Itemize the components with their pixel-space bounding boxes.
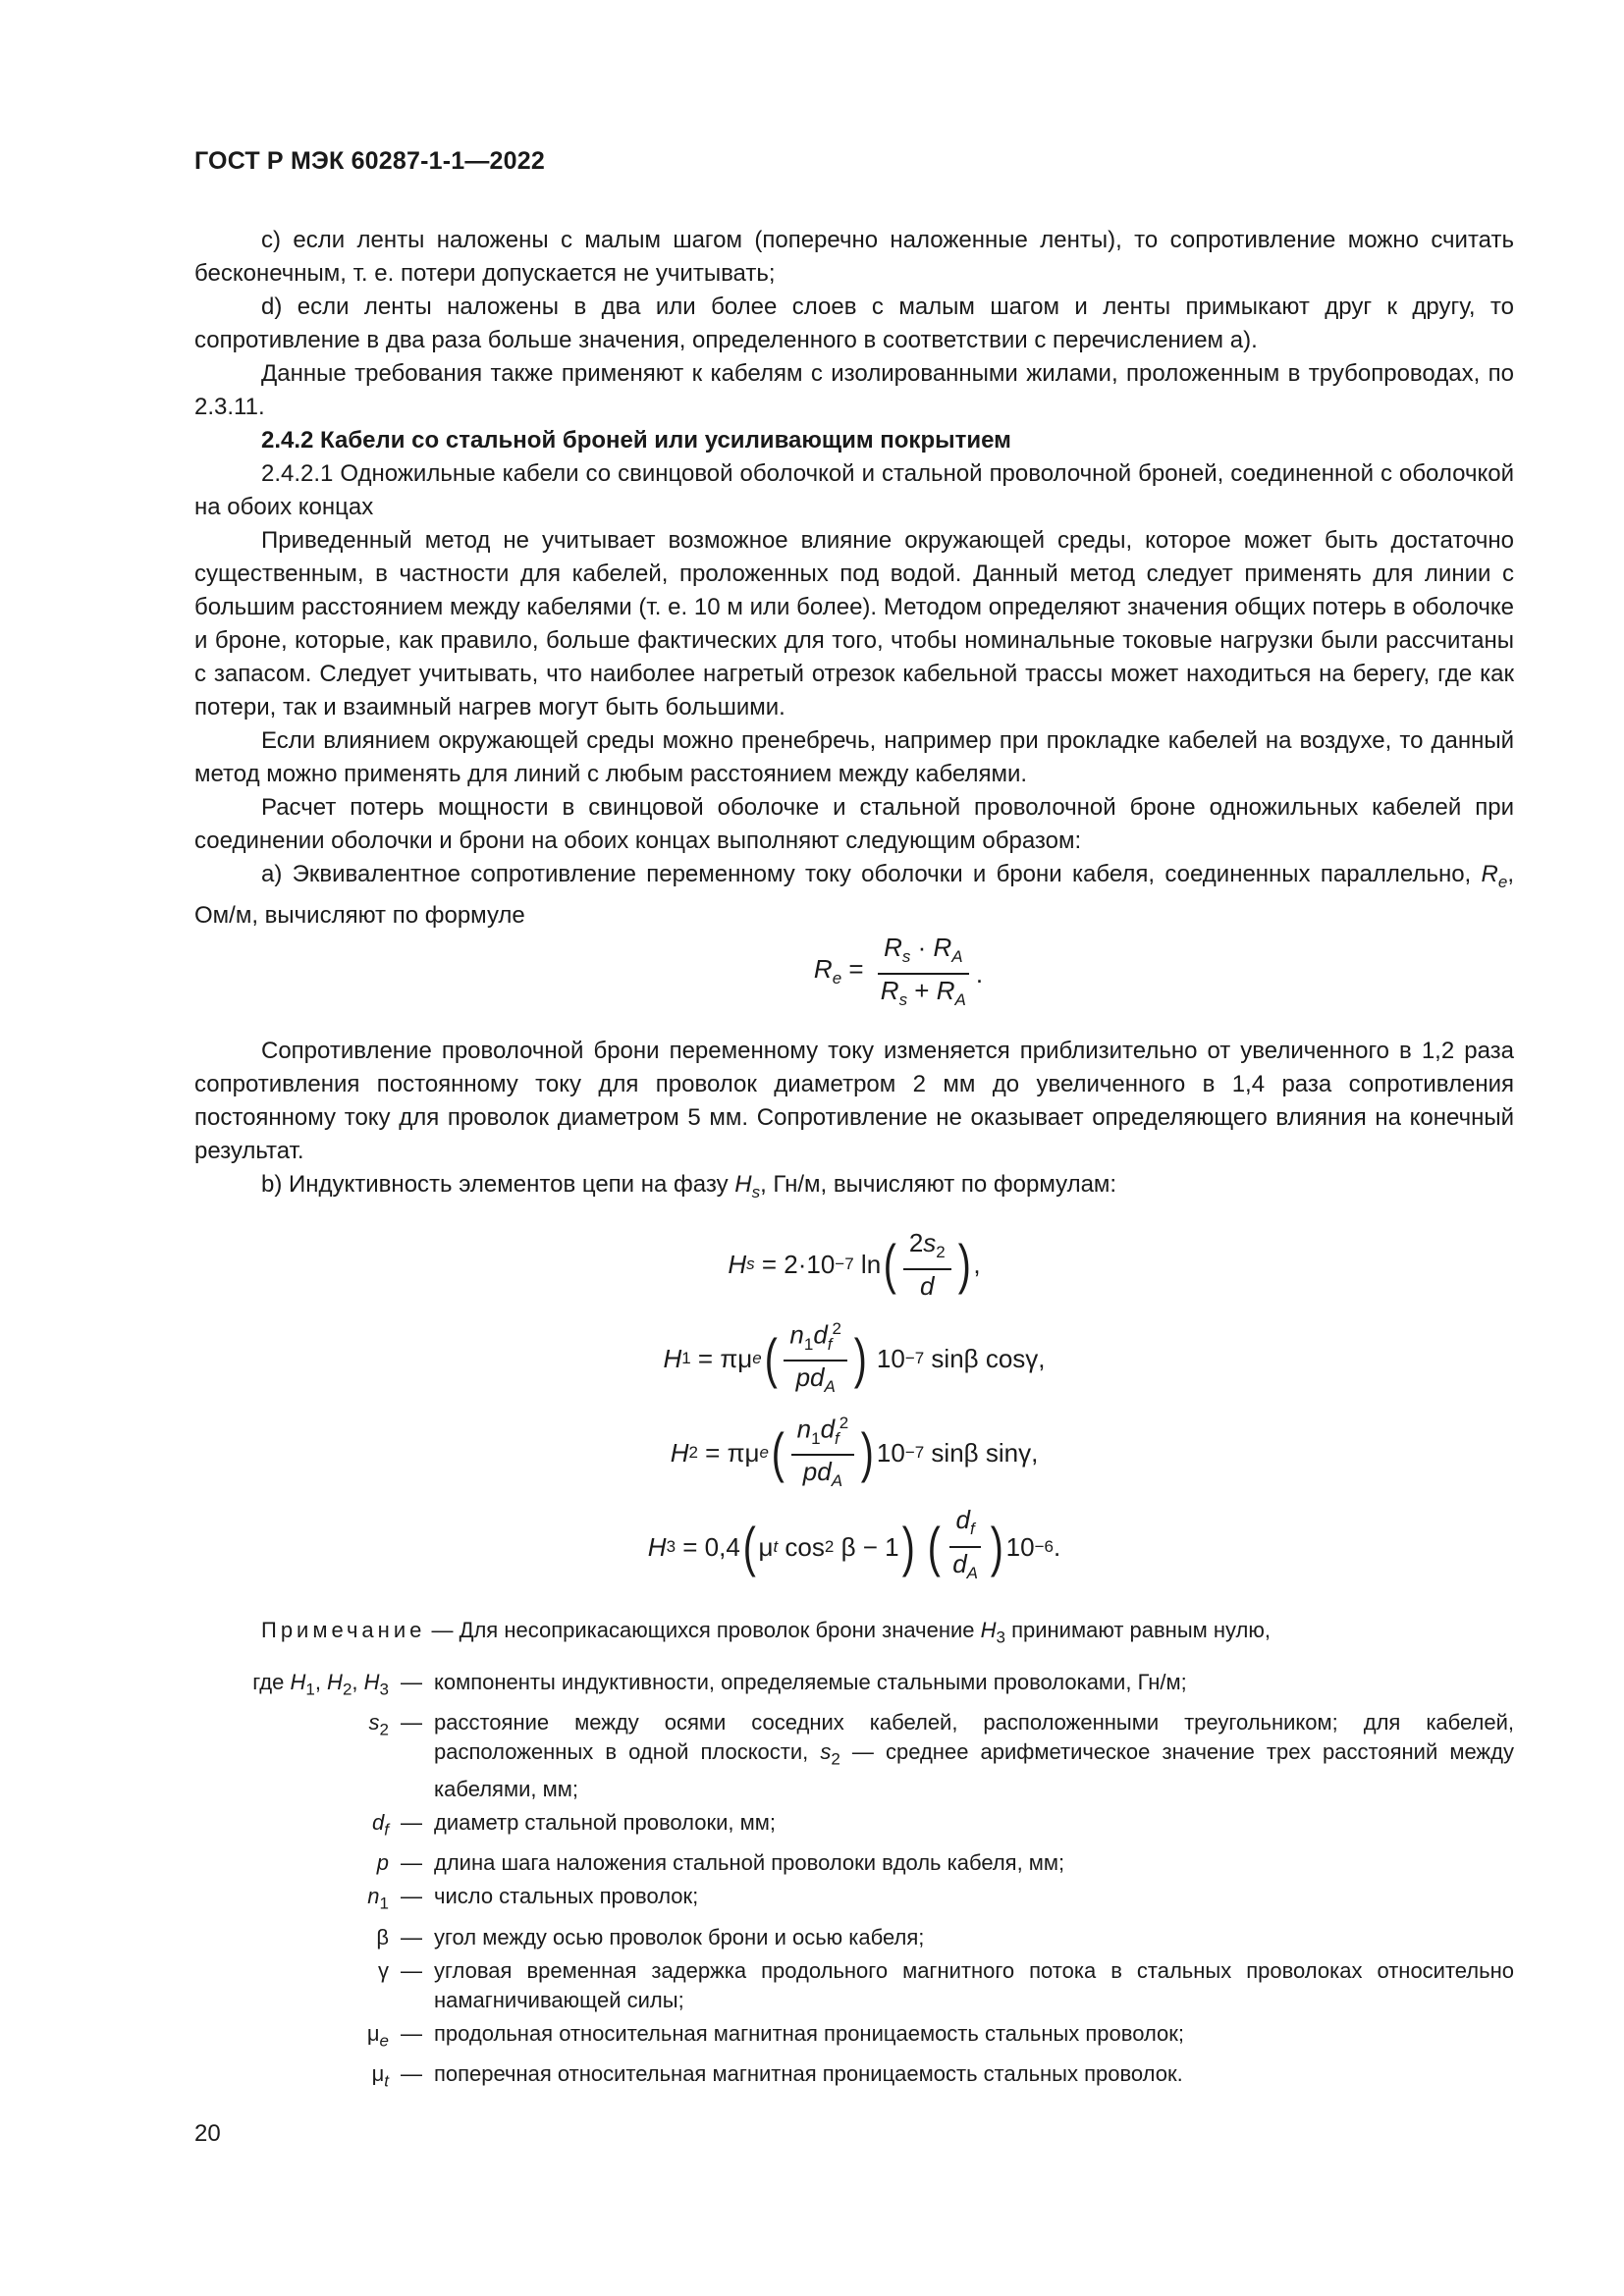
formula-h1: H 1 = πμ e ( $\frac{n_1d_f^2}{pd_A}$ ) 10 −7 sinβ cosγ,: [663, 1311, 1045, 1406]
definition-row: где $H_1$, $H_2$, $H_3$ — компоненты индуктивности, определяемые стальными проволоками, Гн/м;: [252, 1669, 1187, 1699]
paragraph-b: b) Индуктивность элементов цепи на фазу $H_s$, Гн/м, вычисляют по формулам:: [261, 1170, 1117, 1201]
definition-row: $n_1$ — число стальных проволок;: [367, 1884, 699, 1913]
paragraph-method: Приведенный метод не учитывает возможное влияние окружающей среды, которое может быть достаточно существенным, в частности для кабелей, проложенных под водой. Данный метод следует применять для линии с большим расстоянием между кабелями (т. е. 10 м или более). Методом определяют значения общих потерь в оболочке и броне, которые, как правило, больше фактических для того, чтобы номинальные токовые нагрузки были рассчитаны с запасом. Следует учитывать, что наиболее нагретый отрезок кабельной трассы может находиться на берегу, где как потери, так и взаимный нагрев могут быть большими.: [194, 527, 1514, 721]
standard-header: ГОСТ Р МЭК 60287-1-1—2022: [194, 147, 545, 175]
paragraph-a: a) Эквивалентное сопротивление переменному току оболочки и брони кабеля, соединенных параллельно, $R_e$, Ом/м, вычисляют по формуле: [194, 861, 1514, 929]
inductance-formulas: [194, 1217, 1514, 1594]
definition-row: p — длина шага наложения стальной проволоки вдоль кабеля, мм;: [376, 1850, 1065, 1876]
paragraph-c: c) если ленты наложены с малым шагом (поперечно наложенные ленты), то сопротивление можно считать бесконечным, т. е. потери допускается не учитывать;: [194, 227, 1514, 287]
section-heading: 2.4.2 Кабели со стальной броней или усиливающим покрытием: [261, 427, 1011, 454]
definition-row: β — угол между осью проволок брони и осью кабеля;: [376, 1924, 925, 1949]
document-body: [194, 224, 1514, 2100]
page-number: 20: [194, 2120, 221, 2147]
symbol-definitions: [194, 1668, 1514, 2096]
paragraph-resistance: Сопротивление проволочной брони переменному току изменяется приблизительно от увеличенного в 1,2 раза сопротивления постоянному току для проволок диаметром 2 мм до увеличенного в 1,4 раза сопротивления постоянному току для проволок диаметром 5 мм. Сопротивление не оказывает определяющего влияния на конечный результат.: [194, 1037, 1514, 1164]
formula-h2: H 2 = πμ e ( $\frac{n_1d_f^2}{pd_A}$ ) 10 −7 sinβ sinγ,: [671, 1406, 1039, 1500]
definition-row: $\mu_e$ — продольная относительная магнитная проницаемость стальных проволок;: [366, 2020, 1185, 2050]
definition-row: $\mu_t$ — поперечная относительная магнитная проницаемость стальных проволок.: [371, 2060, 1183, 2091]
paragraph-calculation: Расчет потерь мощности в свинцовой оболочке и стальной проволочной броне одножильных кабелей при соединении оболочки и брони на обоих концах выполняют следующим образом:: [194, 794, 1514, 854]
formula-re: $R_e$ = $\frac{R_s \cdot R_A}{R_s + R_A}$ .: [813, 932, 984, 1009]
note-label: Примечание: [261, 1617, 426, 1642]
paragraph-d: d) если ленты наложены в два или более слоев с малым шагом и ленты примыкают друг к другу, то сопротивление в два раза больше значения, определенного в соответствии с перечислением а).: [194, 294, 1514, 353]
formula-h3: H 3 = 0,4 ( μ t cos 2 β − 1 ) ( $\frac{d_f}{d_A}$ ) 10 −6 .: [647, 1505, 1061, 1582]
definition-row: $s_2$ — расстояние между осями соседних кабелей, расположенными треугольником; для кабелей, расположенных в одной плоскости, $s_2$ — среднее арифметическое значение трех расстояний между кабелями, мм;: [368, 1710, 1514, 1801]
paragraph-apply: Данные требования также применяют к кабелям с изолированными жилами, проложенным в трубопроводах, по 2.3.11.: [194, 360, 1514, 420]
definition-row: γ — угловая временная задержка продольного магнитного потока в стальных проволоках относительно намагничивающей силы;: [378, 1957, 1514, 2012]
paragraph-environment: Если влиянием окружающей среды можно пренебречь, например при прокладке кабелей на воздухе, то данный метод можно применять для линий с любым расстоянием между кабелями.: [194, 727, 1514, 787]
subsection-heading: 2.4.2.1 Одножильные кабели со свинцовой оболочкой и стальной проволочной броней, соединенной с оболочкой на обоих концах: [194, 460, 1514, 520]
definition-row: $d_f$ — диаметр стальной проволоки, мм;: [372, 1809, 776, 1840]
formula-hs: H s = 2·10 −7 ln ( $\frac{2s_2}{d}$ ) ,: [728, 1227, 981, 1301]
note: Примечание — Для несоприкасающихся проволок брони значение $H_3$ принимают равным нулю,: [261, 1617, 1271, 1646]
